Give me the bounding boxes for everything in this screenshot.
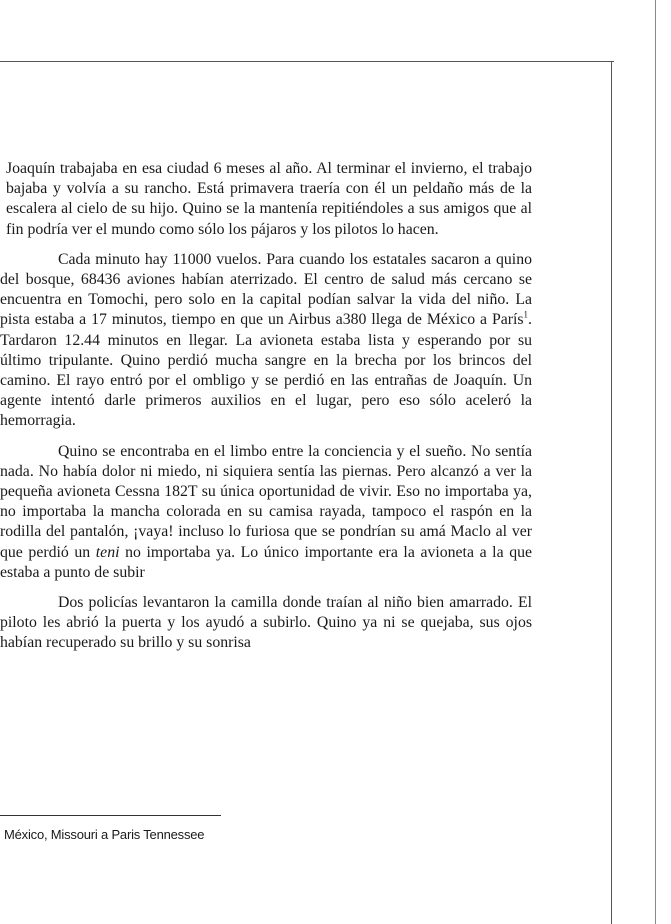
scan-border-top xyxy=(0,61,614,62)
italic-word: teni xyxy=(95,543,120,561)
paragraph-3 xyxy=(0,442,532,583)
footnote-marker: 1 xyxy=(523,310,529,321)
scan-border-right xyxy=(611,61,612,924)
paragraph-1: Joaquín trabajaba en esa ciudad 6 meses al año. Al terminar el invierno, el trabajo bajaba y volvía a su rancho. Está primavera traería con él un peldaño más de la escalera al cielo de su hijo. Quino se la mantenía repitiéndoles a sus amigos que al fin podría ver el mundo como sólo los pájaros y los pilotos lo hacen. xyxy=(6,160,532,238)
paragraph-3-text: Quino se encontraba en el limbo entre la conciencia y el sueño. No sentía nada. No había dolor ni miedo, ni siquiera sentía las piernas. Pero alcanzó a ver la pequeña avioneta Cessna 182T su única oportunidad de vivir. Eso no importaba ya, no importaba la mancha colorada en su camisa rayada, tampoco el raspón en la rodilla del pantalón, ¡vaya! incluso lo furiosa que se pondrían su amá Maclo al ver que perdió un xyxy=(0,442,532,561)
document-body xyxy=(0,159,532,664)
footnote-text: México, Missouri a Paris Tennessee xyxy=(4,827,205,842)
paragraph-2-rest: . Tardaron 12.44 minutos en llegar. La avioneta estaba lista y esperando por su último tripulante. Quino perdió mucha sangre en la brecha por los brincos del camino. El rayo entró por el ombligo y se perdió en las entrañas de Joaquín. Un agente intentó darle primeros auxilios en el lugar, pero eso sólo aceleró la hemorragia. xyxy=(0,311,532,430)
page-edge xyxy=(655,0,656,924)
footnote-rule xyxy=(0,815,221,816)
paragraph-3-rest: no importaba ya. Lo único importante era la avioneta a la que estaba a punto de subir xyxy=(0,543,533,581)
paragraph-4: Dos policías levantaron la camilla donde traían al niño bien amarrado. El piloto les abrió la puerta y los ayudó a subirlo. Quino ya ni se quejaba, sus ojos habían recuperado su brillo y su sonrisa xyxy=(0,594,532,652)
paragraph-2 xyxy=(0,250,532,432)
paragraph-2-text: Cada minuto hay 11000 vuelos. Para cuando los estatales sacaron a quino del bosque, 68436 aviones habían aterrizado. El centro de salud más cercano se encuentra en Tomochi, pero solo en la capital podían salvar la vida del niño. La pista estaba a 17 minutos, tiempo en que un Airbus a380 llega de México a París xyxy=(0,250,532,329)
